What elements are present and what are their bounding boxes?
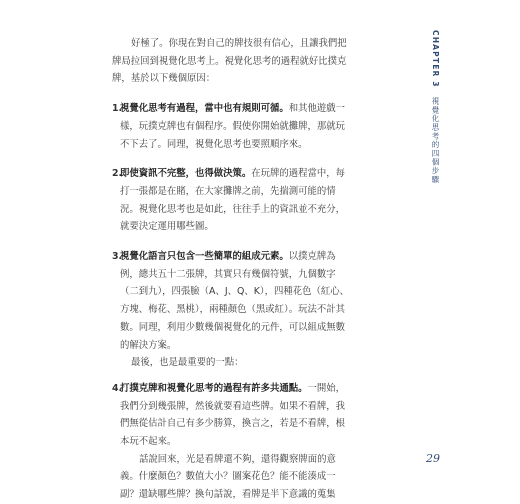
page-number: 29	[426, 452, 440, 465]
item-text: 在玩牌的過程當中，每打一張都是在賭，在大家攤牌之前，先揣測可能的情況。視覺化思考也是如此，往往手上的資訊並不充分，就要決定運用哪些圖。	[120, 168, 346, 233]
list-item-1	[112, 100, 352, 153]
intro-paragraph: 好極了。你現在對自己的牌技很有信心，且讓我們把牌局拉回到視覺化思考上。視覺化思考的過程就好比撲克牌，基於以下幾個原因：	[112, 38, 347, 85]
item-heading: 打撲克牌和視覺化思考的過程有許多共通點。	[120, 382, 308, 394]
chapter-number: CHAPTER 3	[431, 30, 440, 88]
item-text: 和其他遊戲一樣，玩撲克牌也有個程序。假使你開始就攤牌，那就玩不下去了。同理，視覺化思考也要照順序來。	[120, 103, 346, 150]
list-item-3	[112, 248, 352, 354]
item-heading: 視覺化思考有過程，當中也有規則可循。	[120, 103, 289, 115]
item-number: 2.	[112, 168, 123, 180]
item-heading: 視覺化語言只包含一些簡單的組成元素。	[120, 251, 289, 263]
item-text: 一開始，我們分到幾張牌，然後就要看這些牌。如果不看牌，我們無從估計自己有多少勝算，換言之，若是不看牌，根本玩不起來。	[120, 382, 346, 448]
chapter-side-label	[430, 30, 441, 184]
item-content	[120, 380, 352, 504]
item-number: 3.	[112, 251, 123, 263]
item-text: 以撲克牌為例，總共五十二張牌，其實只有幾個符號，九個數字（二到九），四張臉（A、J、Q、K），四種花色（紅心、方塊、梅花、黑桃），兩種顏色（黑或紅）。玩法不計其數。同理，利用少數幾個視覺化的元件，可以組成無數的解決方案。	[120, 251, 349, 351]
item-content	[120, 100, 352, 153]
final-paragraph: 話說回來，光是看牌還不夠，還得觀察牌面的意義。什麼顏色？數值大小？圖案花色？能不能湊成一副？還缺哪些牌？換句話說，看牌是半下意識的蒐集	[120, 453, 336, 501]
item-content	[120, 165, 352, 236]
item-number: 4.	[112, 382, 123, 394]
chapter-title: 視覺化思考的四個步驟	[431, 97, 440, 185]
item-heading: 即使資訊不完整，也得做決策。	[120, 168, 252, 180]
item-number: 1.	[112, 103, 123, 115]
list-item-4	[112, 380, 352, 504]
list-item-2	[112, 165, 352, 236]
main-text-column	[112, 35, 352, 504]
last-intro-paragraph: 最後，也是最重要的一點：	[131, 357, 244, 369]
item-content	[120, 248, 352, 354]
